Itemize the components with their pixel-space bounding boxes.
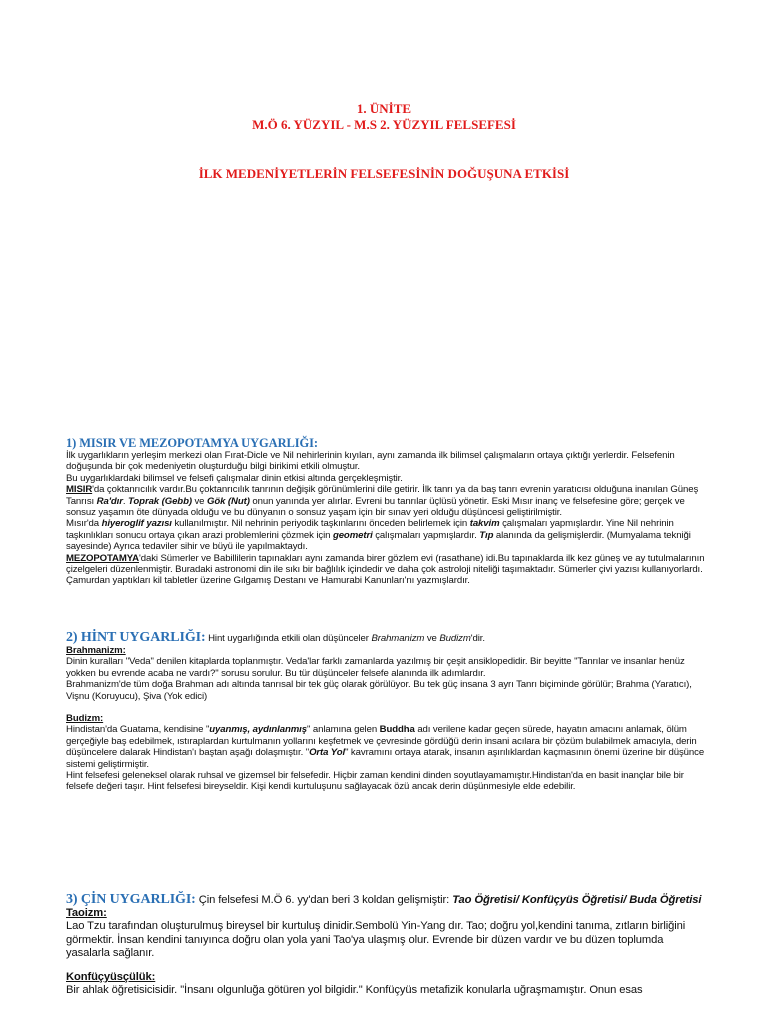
- budizm-paragraph: [66, 724, 706, 770]
- period-title: M.Ö 6. YÜZYIL - M.S 2. YÜZYIL FELSEFESİ: [252, 117, 516, 132]
- section-cin: [66, 893, 706, 997]
- brahmanizm-paragraph-1: Dinin kuralları "Veda" denilen kitaplarda toplanmıştır. Veda'lar farklı zamanlarda yazılmış bir çeşit ansiklopedidir. Bir beyitte "Tanrılar ve insanlar henüz yokken bu evrende acaba ne vardı?" sorusu sorulur. Bu tür düşünceler felsefe alanında ilk adımlardır.: [66, 656, 685, 679]
- orta-yol-term: Orta Yol: [309, 747, 346, 759]
- section1-heading: 1) MISIR VE MEZOPOTAMYA UYGARLIĞI:: [66, 436, 318, 450]
- budizm-text-a: Hindistan'da Guatama, kendisine ": [66, 724, 210, 736]
- konfucyusculuk-heading: Konfüçyüsçülük:: [66, 971, 156, 984]
- p4-text-c: çalışmaları yapmışlardır. Yine Nil nehrinin taşkınlıkları sonucu ortaya çıkan arazi problemlerini çözmek için: [66, 518, 674, 541]
- toprak-term: Toprak (Gebb): [128, 495, 192, 507]
- section1-misir-paragraph: [66, 484, 706, 518]
- takvim-term: takvim: [469, 518, 500, 530]
- p4-text-a: Mısır'da: [66, 518, 102, 530]
- budizm-term: Budizm: [439, 633, 471, 644]
- section2-intro-a: Hint uygarlığında etkili olan düşünceler: [205, 633, 372, 644]
- p4-text-d: çalışmaları yapmışlardır.: [372, 529, 480, 541]
- section-subtitle: İLK MEDENİYETLERİN FELSEFESİNİN DOĞUŞUNA ETKİSİ: [198, 166, 570, 181]
- p4-text-e: alanında da gelişmişlerdir. (Mumyalama tekniği sayesinde) Ayrıca tedaviler sihir ve büyü ile yapılmaktaydı.: [66, 529, 691, 553]
- section1-mezopotamya-paragraph: [66, 553, 706, 587]
- section2-heading: 2) HİNT UYGARLIĞI:: [66, 630, 206, 645]
- unit-title: 1. ÜNİTE: [356, 101, 412, 116]
- brahmanizm-paragraph-2: Brahmanizm'de tüm doğa Brahman adı altında tanrısal bir tek güç olarak görülüyor. Bu tek güç insana 3 ayrı Tanrı biçiminde görülür; Brahma (Yaratıcı), Vişnu (Koruyucu), Şiva (Yok edici): [66, 679, 692, 702]
- tip-term: Tıp: [479, 529, 494, 541]
- buddha-term: Buddha: [379, 724, 415, 736]
- section1-paragraph-1: İlk uygarlıkların yerleşim merkezi olan Fırat-Dicle ve Nil nehirlerinin kıyıları, aynı zamanda ilk bilimsel çalışmaların ortaya çıktığı yerlerdir. Felsefenin doğuşunda bir çok medeniyetin oluşturduğu bilgi birikimi etkili olmuştur.: [66, 450, 675, 473]
- misir-text-b: .: [122, 495, 129, 507]
- budizm-text-b: " anlamına gelen: [306, 724, 380, 736]
- taoizm-heading: Taoizm:: [66, 907, 107, 920]
- section2-heading-line: [66, 631, 706, 645]
- section3-heading-line: [66, 893, 706, 907]
- ra-term: Ra'dır: [96, 495, 123, 507]
- misir-label: MISIR: [66, 484, 93, 496]
- uyanmis-term: uyanmış, aydınlanmış: [209, 724, 307, 736]
- hiyeroglif-term: hiyeroglif yazısı: [101, 518, 172, 530]
- section2-intro-conj: ve: [424, 633, 440, 644]
- konfucyusculuk-paragraph: Bir ahlak öğretisicisidir. "İnsanı olgunluğa götüren yol bilgidir." Konfüçyüs metafizik konularla uğraşmamıştır. Onun esas: [66, 984, 643, 997]
- budizm-text-d: " kavramını ortaya atarak, insanın aşırılıklardan kaçmasının önemi üzerine bir düşünce sistemi geliştirmiştir.: [66, 747, 705, 770]
- budizm-heading: Budizm:: [66, 713, 104, 725]
- section-hint: [66, 631, 706, 793]
- section-misir-mezopotamya: [66, 436, 706, 587]
- mezopotamya-label: MEZOPOTAMYA: [66, 552, 139, 564]
- section3-teachings: Tao Öğretisi/ Konfüçyüs Öğretisi/ Buda Öğretisi: [452, 894, 702, 906]
- p4-text-b: kullanılmıştır. Nil nehrinin periyodik taşkınlarını önceden belirlemek için: [171, 518, 470, 530]
- gok-term: Gök (Nut): [207, 495, 250, 507]
- section3-heading: 3) ÇİN UYGARLIĞI:: [66, 892, 196, 907]
- hint-felsefesi-paragraph: Hint felsefesi geleneksel olarak ruhsal ve gizemsel bir felsefedir. Hiçbir zaman kendini dinden soyutlayamamıştır.Hindistan'da en basit inançlar bile bir felsefe değeri taşır. Hint felsefesi bireyseldir. Kişi kendi kurtuluşunu sağlayacak özü ancak derin düşünmesiyle elde edebilir.: [66, 770, 684, 793]
- section3-intro-a: Çin felsefesi M.Ö 6. yy'dan beri 3 koldan gelişmiştir:: [195, 894, 453, 906]
- geometri-term: geometri: [332, 529, 373, 541]
- mezopotamya-text: 'daki Sümerler ve Babillilerin tapınakları aynı zamanda birer gözlem evi (rasathane) idi.Bu tapınaklarda ilk kez güneş ve ay tutulmalarının çizelgeleri düzenlenmiştir. Buradaki astronomi din ile sıkı bir bağlılık içindedir ve daha çok astroloji niteliği taşımaktadır. Sümerler çivi yazısı kullanıyorlardı. Çamurdan yaptıkları kil tabletler üzerine Gılgamış Destanı ve Hamurabi Kanunları'nı yazmışlardır.: [66, 552, 705, 587]
- misir-text-a: 'da çoktanrıcılık vardır.Bu çoktanrıcılık tanrının değişik görünümlerini dile getirir. İlk tanrı ya da baş tanrı evrenin yaratıcısı olduğuna inanılan Güneş Tanrısı: [66, 484, 699, 507]
- section2-intro-b: 'dir.: [470, 633, 485, 644]
- section1-paragraph-2: Bu uygarlıklardaki bilimsel ve felsefi çalışmalar dinin etkisi altında gerçekleşmiştir.: [66, 472, 403, 484]
- misir-text-c: onun yanında yer alırlar. Evreni bu tanrılar üçlüsü yönetir. Eski Mısır inanç ve felsefesine göre; gerçek ve sonsuz yaşamın öte dünyada olduğu ve bu dünyanın o sonsuz yaşam için bir sınav yeri olduğu düşüncesi geliştirilmiştir.: [66, 495, 685, 519]
- brahmanizm-term: Brahmanizm: [371, 633, 425, 644]
- section1-paragraph-4: [66, 518, 706, 552]
- misir-conj: ve: [191, 495, 207, 507]
- taoizm-paragraph: Lao Tzu tarafından oluşturulmuş bireysel bir kurtuluş dinidir.Sembolü Yin-Yang dır. Tao; doğru yol,kendini tanıma, zıtların birliğini görmektir. İnsan kendini tanıyınca doğru olan yola yani Tao'ya ulaşmış olur. Evrende bir düzen vardır ve bu düzen toplumda yasalarla sağlanır.: [66, 920, 686, 959]
- brahmanizm-heading: Brahmanizm:: [66, 645, 126, 656]
- budizm-text-c: adı verilene kadar geçen sürede, hayatın amacını anlamak, ölüm gerçeğiyle baş edebilmek, ıstıraplardan kurtulmanın yollarını keşfetmek ve çevresinde gördüğü derin insani acılara bir çözüm bulabilmek amacıyla, derin düşüncelere dalarak Hindistan'ı baştan aşağı dolaşmıştır. ": [66, 724, 697, 759]
